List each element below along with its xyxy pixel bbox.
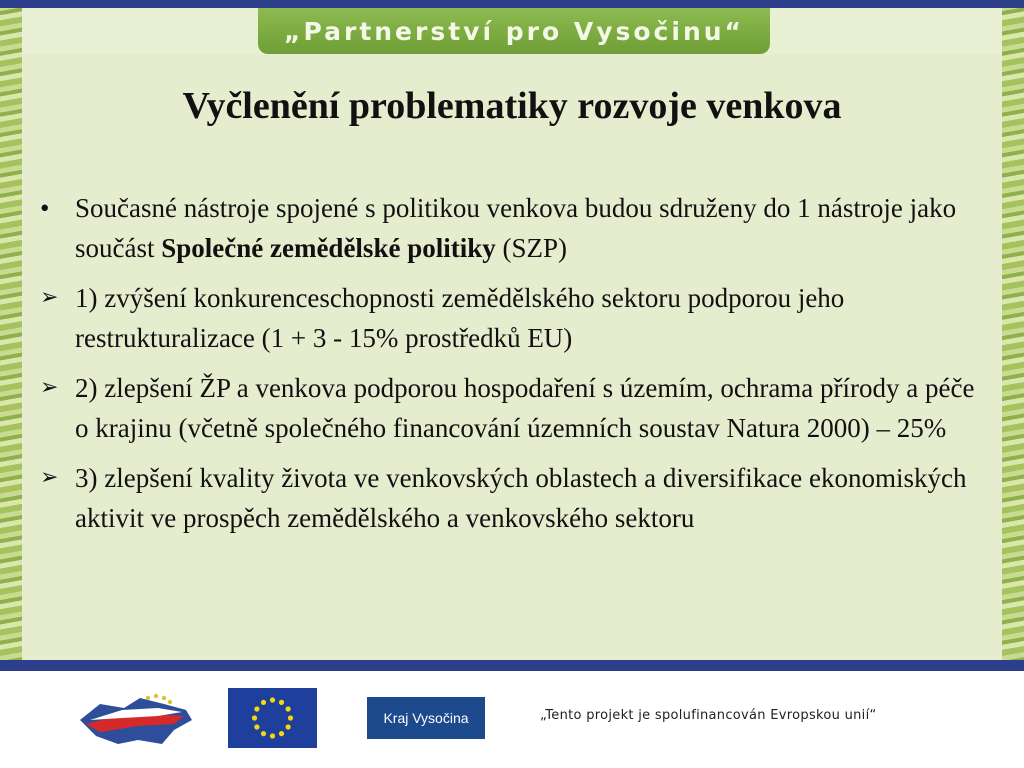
bullet-text-bold: Společné zemědělské politiky [161,233,496,263]
eu-flag-logo [228,688,317,748]
arrow-item [40,458,990,538]
cofinancing-note: „Tento projekt je spolufinancován Evropskou unií“ [540,708,877,723]
arrow-item-text: 3) zlepšení kvality života ve venkovských oblastech a diversifikace ekonomiských aktivit ve prospěch zemědělského a venkovského sektoru [75,463,967,533]
arrow-item-text: 1) zvýšení konkurenceschopnosti zemědělského sektoru podporou jeho restrukturalizace (1 + 3 - 15% prostředků EU) [75,283,845,353]
header-banner [258,8,770,54]
czech-partnership-logo [78,690,196,748]
bottom-divider [0,660,1024,671]
kraj-vysocina-logo [367,697,485,739]
header-banner-text: „Partnerství pro Vysočinu“ [284,16,744,46]
bullet-text-end: (SZP) [495,233,567,263]
arrow-item [40,368,990,448]
bullet-dot-icon: • [40,193,50,223]
bullet-text-start: Současné nástroje spojené s politikou venkova budou sdruženy do 1 nástroje jako součást [75,193,957,263]
slide-content [40,188,990,548]
arrow-bullet-icon: ➢ [40,375,59,400]
arrow-bullet-icon: ➢ [40,285,59,310]
top-divider [0,0,1024,8]
arrow-bullet-icon: ➢ [40,465,59,490]
arrow-item [40,278,990,358]
slide-title: Vyčlenění problematiky rozvoje venkova [182,85,842,127]
bullet-item [40,188,990,268]
arrow-item-text: 2) zlepšení ŽP a venkova podporou hospodaření s územím, ochrama přírody a péče o krajinu (včetně společného financování územních soustav Natura 2000) – 25% [75,373,975,443]
kraj-logo-text: Kraj Vysočina [383,710,469,726]
